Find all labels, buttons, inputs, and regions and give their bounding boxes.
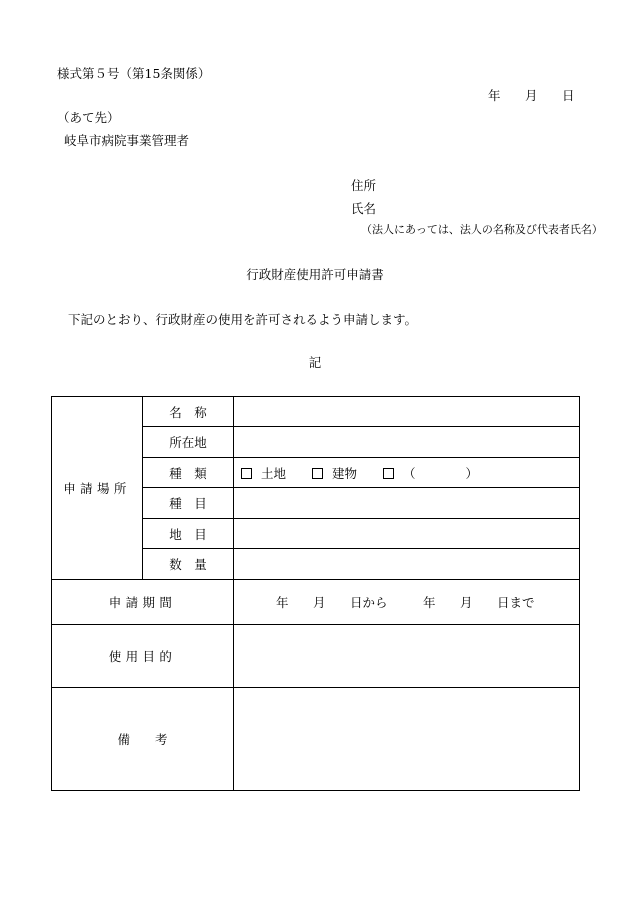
date-day-label: 日 (562, 88, 575, 103)
period-label: 申請期間 (52, 580, 234, 625)
checkbox-icon[interactable] (241, 468, 252, 479)
period-from-year: 年 (276, 595, 289, 610)
kind-option-building[interactable] (312, 464, 357, 482)
field-label-land-category: 地 目 (143, 519, 234, 549)
remarks-label: 備 考 (52, 688, 234, 791)
kind-option-land[interactable] (241, 464, 286, 482)
period-from-day: 日から (350, 595, 388, 610)
kind-options (234, 458, 580, 488)
table-row (52, 625, 580, 688)
date-year-label: 年 (488, 88, 501, 103)
period-from-month: 月 (313, 595, 326, 610)
period-to-day: 日まで (497, 595, 535, 610)
applicant-name-label: 氏名 (351, 201, 377, 216)
checkbox-icon[interactable] (383, 468, 394, 479)
period-value[interactable] (234, 580, 580, 625)
kind-option-other-label: （ ） (403, 465, 479, 481)
field-label-name: 名 称 (143, 397, 234, 427)
kind-option-other[interactable] (383, 464, 478, 482)
field-label-category: 種 目 (143, 488, 234, 519)
checkbox-icon[interactable] (312, 468, 323, 479)
field-value-land-category[interactable] (234, 519, 580, 549)
field-label-quantity: 数 量 (143, 549, 234, 580)
date-month-label: 月 (525, 88, 538, 103)
form-number: 様式第５号（第15条関係） (57, 66, 211, 81)
ki-heading: 記 (308, 355, 322, 370)
place-label: 申請場所 (52, 397, 143, 580)
document-title: 行政財産使用許可申請書 (246, 267, 384, 282)
addressee-label: （あて先） (57, 110, 120, 125)
period-to-month: 月 (460, 595, 473, 610)
addressee-name: 岐阜市病院事業管理者 (64, 133, 190, 148)
field-label-kind: 種 類 (143, 458, 234, 488)
application-table (51, 396, 580, 791)
field-value-location[interactable] (234, 427, 580, 458)
field-value-name[interactable] (234, 397, 580, 427)
remarks-value[interactable] (234, 688, 580, 791)
kind-option-label: 建物 (332, 465, 358, 481)
applicant-address-label: 住所 (351, 178, 377, 193)
table-row (52, 688, 580, 791)
period-to-year: 年 (423, 595, 436, 610)
corporation-note: （法人にあっては、法人の名称及び代表者氏名） (361, 223, 603, 236)
table-row (52, 580, 580, 625)
field-value-category[interactable] (234, 488, 580, 519)
intro-text: 下記のとおり、行政財産の使用を許可されるよう申請します。 (68, 312, 418, 327)
field-value-quantity[interactable] (234, 549, 580, 580)
purpose-label: 使用目的 (52, 625, 234, 688)
table-row (52, 397, 580, 427)
kind-option-label: 土地 (261, 465, 287, 481)
date-line (488, 90, 575, 103)
purpose-value[interactable] (234, 625, 580, 688)
field-label-location: 所在地 (143, 427, 234, 458)
